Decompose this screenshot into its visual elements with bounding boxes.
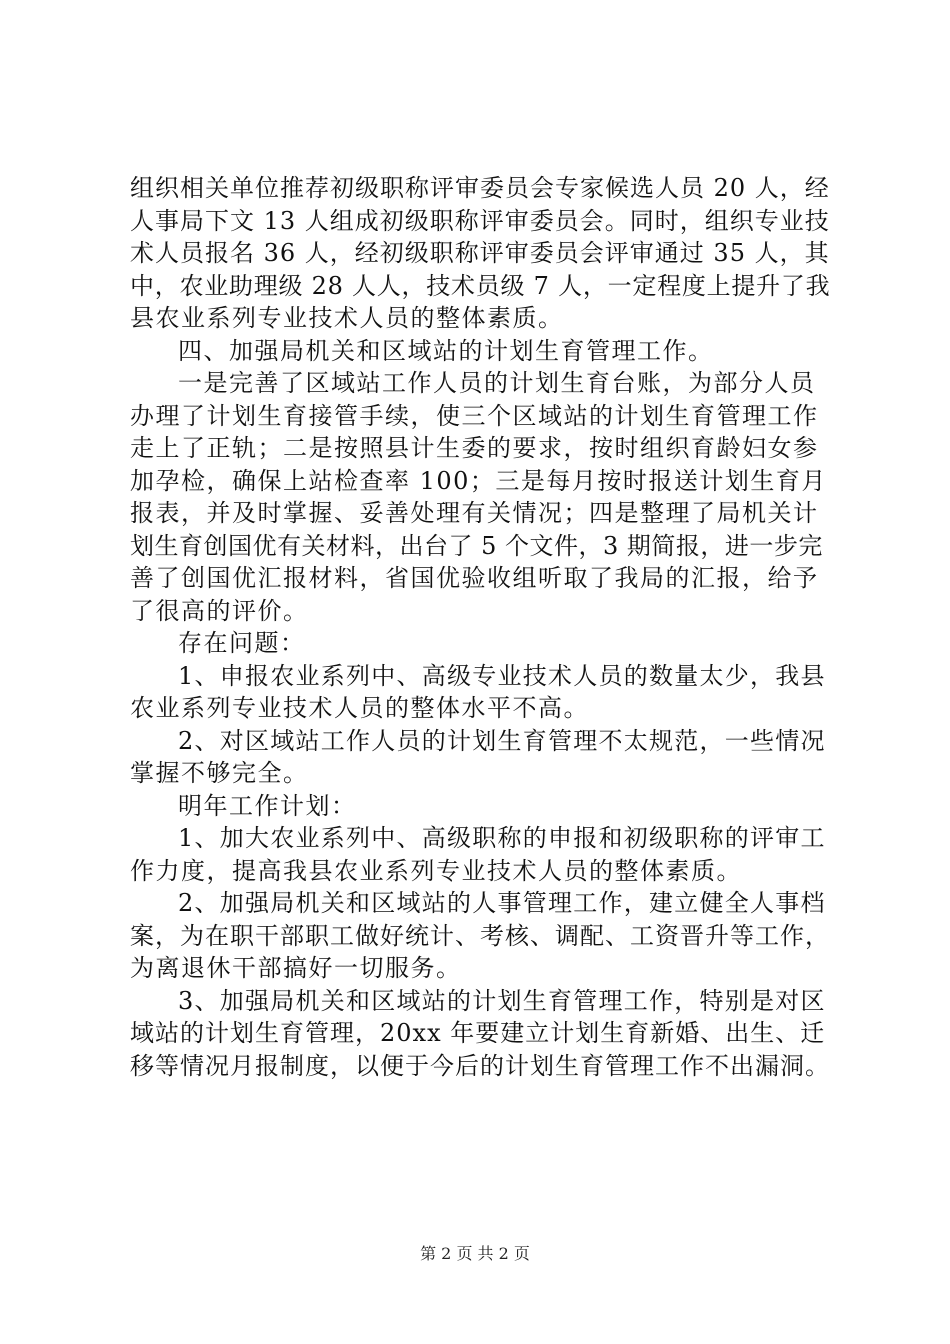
text-line: 组织相关单位推荐初级职称评审委员会专家候选人员 20 人，经: [130, 174, 830, 202]
text-line: 农业系列专业技术人员的整体水平不高。: [130, 694, 589, 722]
text-line: 作力度，提高我县农业系列专业技术人员的整体素质。: [130, 856, 742, 885]
text-line: 2、加强局机关和区域站的人事管理工作，建立健全人事档: [178, 889, 826, 917]
text-line: 域站的计划生育管理，20xx 年要建立计划生育新婚、出生、迁: [130, 1019, 826, 1047]
text-line: 善了创国优汇报材料，省国优验收组听取了我局的汇报，给予: [130, 564, 819, 592]
text-line: 移等情况月报制度，以便于今后的计划生育管理工作不出漏洞。: [130, 1051, 830, 1080]
text-line: 掌握不够完全。: [130, 759, 309, 787]
text-line: 1、加大农业系列中、高级职称的申报和初级职称的评审工: [178, 824, 826, 852]
text-line: 四、加强局机关和区域站的计划生育管理工作。: [178, 336, 714, 365]
text-line: 报表，并及时掌握、妥善处理有关情况；四是整理了局机关计: [130, 499, 819, 527]
text-line: 加孕检，确保上站检查率 100；三是每月按时报送计划生育月: [130, 466, 827, 495]
text-line: 为离退休干部搞好一切服务。: [130, 954, 462, 982]
text-line: 中，农业助理级 28 人人，技术员级 7 人，一定程度上提升了我: [130, 271, 831, 300]
text-line: 人事局下文 13 人组成初级职称评审委员会。同时，组织专业技: [130, 206, 830, 235]
text-line: 1、申报农业系列中、高级专业技术人员的数量太少，我县: [178, 661, 826, 690]
text-line: 2、对区域站工作人员的计划生育管理不太规范，一些情况: [178, 726, 826, 755]
text-line: 县农业系列专业技术人员的整体素质。: [130, 304, 564, 332]
text-line: 办理了计划生育接管手续，使三个区域站的计划生育管理工作: [130, 401, 819, 430]
text-line: 3、加强局机关和区域站的计划生育管理工作，特别是对区: [178, 986, 826, 1015]
text-line: 了很高的评价。: [130, 596, 309, 625]
text-line: 案，为在职干部职工做好统计、考核、调配、工资晋升等工作，: [130, 921, 830, 950]
page-footer: 第 2 页 共 2 页: [420, 1244, 530, 1263]
text-line: 走上了正轨；二是按照县计生委的要求，按时组织育龄妇女参: [130, 434, 819, 462]
text-line: 存在问题：: [178, 629, 306, 657]
text-line: 划生育创国优有关材料，出台了 5 个文件，3 期简报，进一步完: [130, 531, 823, 560]
text-line: 明年工作计划：: [178, 791, 357, 820]
text-line: 术人员报名 36 人，经初级职称评审委员会评审通过 35 人，其: [130, 239, 830, 267]
document-body: [130, 172, 830, 1082]
text-line: 一是完善了区域站工作人员的计划生育台账，为部分人员: [178, 369, 816, 397]
